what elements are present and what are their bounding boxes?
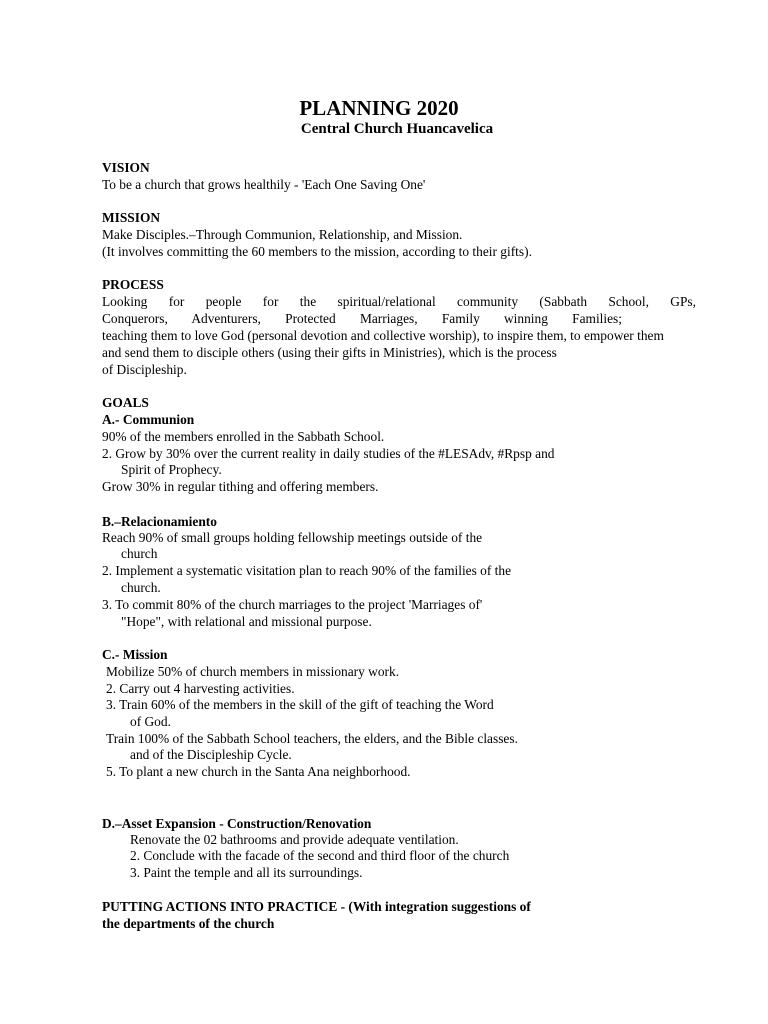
relationship-goal-2: 2. Implement a systematic visitation plan to reach 90% of the families of the (102, 563, 512, 578)
mission-line-2: (It involves committing the 60 members to the mission, according to their gifts). (102, 244, 532, 259)
process-line-3: teaching them to love God (personal devotion and collective worship), to inspire them, to empower them (102, 328, 664, 343)
assets-heading: D.–Asset Expansion - Construction/Renovation (102, 816, 372, 831)
communion-goal-3: Grow 30% in regular tithing and offering members. (102, 479, 379, 494)
process-line-2: Conquerors, Adventurers, Protected Marriages, Family winning Families; (102, 311, 622, 326)
goals-heading: GOALS (102, 395, 149, 410)
mission-goal-5: 5. To plant a new church in the Santa Ana neighborhood. (106, 764, 411, 779)
mission-goal-3: 3. Train 60% of the members in the skill of the gift of teaching the Word (106, 697, 494, 712)
assets-goal-3: 3. Paint the temple and all its surroundings. (130, 865, 363, 880)
process-line-1: Looking for people for the spiritual/relational community (Sabbath School, GPs, (102, 294, 696, 309)
communion-goal-2: 2. Grow by 30% over the current reality in daily studies of the #LESAdv, #Rpsp and (102, 446, 555, 461)
mission-goal-3-cont: of God. (130, 714, 171, 729)
page-subtitle: Central Church Huancavelica (300, 121, 494, 137)
assets-goal-1: Renovate the 02 bathrooms and provide adequate ventilation. (130, 832, 459, 847)
vision-text: To be a church that grows healthily - 'Each One Saving One' (102, 177, 426, 192)
assets-goal-2: 2. Conclude with the facade of the second and third floor of the church (130, 848, 510, 863)
relationship-goal-3: 3. To commit 80% of the church marriages to the project 'Marriages of' (102, 597, 483, 612)
practice-heading-cont: the departments of the church (102, 916, 275, 931)
process-line-5: of Discipleship. (102, 362, 187, 377)
practice-heading: PUTTING ACTIONS INTO PRACTICE - (With integration suggestions of (102, 899, 531, 914)
relationship-goal-2-cont: church. (121, 580, 161, 595)
mission-line-1: Make Disciples.–Through Communion, Relationship, and Mission. (102, 227, 463, 242)
mission-heading: MISSION (102, 210, 161, 225)
relationship-goal-1: Reach 90% of small groups holding fellowship meetings outside of the (102, 530, 483, 545)
mission-goal-4: Train 100% of the Sabbath School teachers, the elders, and the Bible classes. (106, 731, 518, 746)
mission-goal-4-cont: and of the Discipleship Cycle. (130, 747, 292, 762)
communion-goal-2-cont: Spirit of Prophecy. (121, 462, 222, 477)
mission-goals-heading: C.- Mission (102, 647, 168, 662)
relationship-goal-3-cont: "Hope", with relational and missional purpose. (121, 614, 372, 629)
communion-heading: A.- Communion (102, 412, 195, 427)
relationship-heading: B.–Relacionamiento (102, 514, 217, 529)
communion-goal-1: 90% of the members enrolled in the Sabbath School. (102, 429, 385, 444)
vision-heading: VISION (102, 160, 150, 175)
process-line-4: and send them to disciple others (using their gifts in Ministries), which is the process (102, 345, 557, 360)
mission-goal-1: Mobilize 50% of church members in missionary work. (106, 664, 400, 679)
mission-goal-2: 2. Carry out 4 harvesting activities. (106, 681, 295, 696)
process-heading: PROCESS (102, 277, 164, 292)
page-title: PLANNING 2020 (299, 96, 459, 120)
relationship-goal-1-cont: church (121, 546, 158, 561)
